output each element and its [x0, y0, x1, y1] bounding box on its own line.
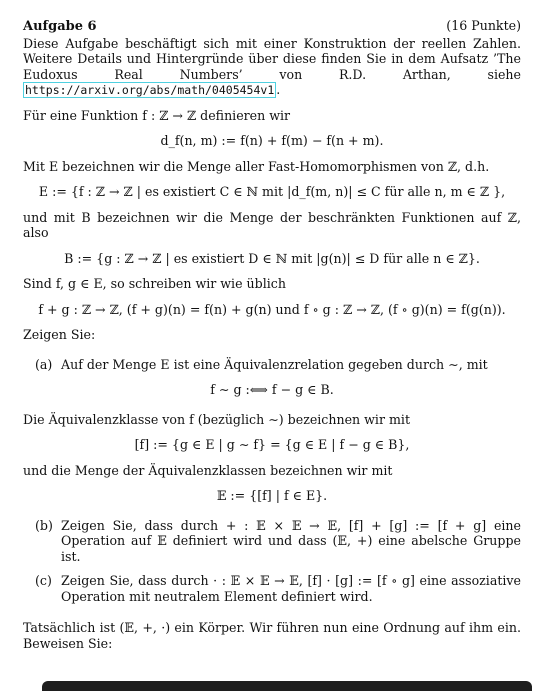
formula-quotient-set: 𝔼 := {[f] | f ∈ E}.	[216, 488, 328, 503]
formula-class: [f] := {g ∈ E | g ∼ f} = {g ∈ E | f − g ∈ B},	[134, 437, 410, 452]
subtask-a-label: (a)	[35, 356, 53, 372]
subtask-a	[35, 357, 521, 373]
subtask-a-text: Auf der Menge E ist eine Äquivalenzrelation gegeben durch ∼, mit	[61, 356, 488, 372]
paragraph-equivalence-class: Die Äquivalenzklasse von f (bezüglich ∼) bezeichnen wir mit	[23, 411, 411, 427]
subtask-c-text: Zeigen Sie, dass durch · : 𝔼 × 𝔼 → 𝔼, [f] · [g] := [f ∘ g] eine assoziative Operation mit neutralem Element definiert wird.	[61, 573, 521, 604]
arxiv-link[interactable]: https://arxiv.org/abs/math/0405454v1	[25, 83, 275, 97]
paragraph-set-b: und mit B bezeichnen wir die Menge der beschränkten Funktionen auf ℤ, also	[23, 209, 521, 240]
subtask-b-text: Zeigen Sie, dass durch + : 𝔼 × 𝔼 → 𝔼, [f] + [g] := [f + g] eine Operation auf 𝔼 definiert wird und dass (𝔼, +) eine abelsche Gruppe ist.	[61, 517, 521, 564]
formula-set-e: E := {f : ℤ → ℤ | es existiert C ∈ ℕ mit |d_f(m, n)| ≤ C für alle n, m ∈ ℤ },	[38, 184, 506, 199]
subtask-b	[35, 518, 521, 565]
exercise-sheet	[23, 18, 521, 651]
intro-end: .	[276, 82, 281, 97]
intro-text: Diese Aufgabe beschäftigt sich mit einer Konstruktion der reellen Zahlen. Weitere Details und Hintergründe über diese finden Sie in dem Aufsatz ’The Eudoxus Real Numbers’ von R.D. Arthan, siehe	[23, 35, 521, 82]
paragraph-quotient-set: und die Menge der Äquivalenzklassen bezeichnen wir mit	[23, 462, 393, 478]
exercise-header	[23, 18, 521, 35]
exercise-points: (16 Punkte)	[446, 18, 521, 33]
formula-sum-composition: f + g : ℤ → ℤ, (f + g)(n) = f(n) + g(n) und f ∘ g : ℤ → ℤ, (f ∘ g)(n) = f(g(n)).	[38, 301, 506, 317]
paragraph-field-order: Tatsächlich ist (𝔼, +, ·) ein Körper. Wir führen nun eine Ordnung auf ihm ein. Beweisen Sie:	[23, 620, 521, 651]
paragraph-set-e: Mit E bezeichnen wir die Menge aller Fast-Homomorphismen von ℤ, d.h.	[23, 158, 490, 174]
bottom-toolbar[interactable]	[42, 681, 532, 691]
intro-paragraph	[23, 36, 521, 99]
paragraph-definition: Für eine Funktion f : ℤ → ℤ definieren wir	[23, 107, 291, 123]
subtask-b-label: (b)	[35, 517, 53, 533]
formula-df: d_f(n, m) := f(n) + f(m) − f(n + m).	[160, 133, 384, 148]
subtask-c	[35, 573, 521, 604]
paragraph-show: Zeigen Sie:	[23, 327, 96, 342]
subtask-c-label: (c)	[35, 573, 52, 588]
paragraph-sum-composition: Sind f, g ∈ E, so schreiben wir wie üblich	[23, 276, 286, 291]
exercise-title: Aufgabe 6	[23, 19, 97, 34]
formula-set-b: B := {g : ℤ → ℤ | es existiert D ∈ ℕ mit |g(n)| ≤ D für alle n ∈ ℤ}.	[64, 250, 480, 266]
formula-equivalence: f ∼ g :⟺ f − g ∈ B.	[210, 382, 334, 397]
